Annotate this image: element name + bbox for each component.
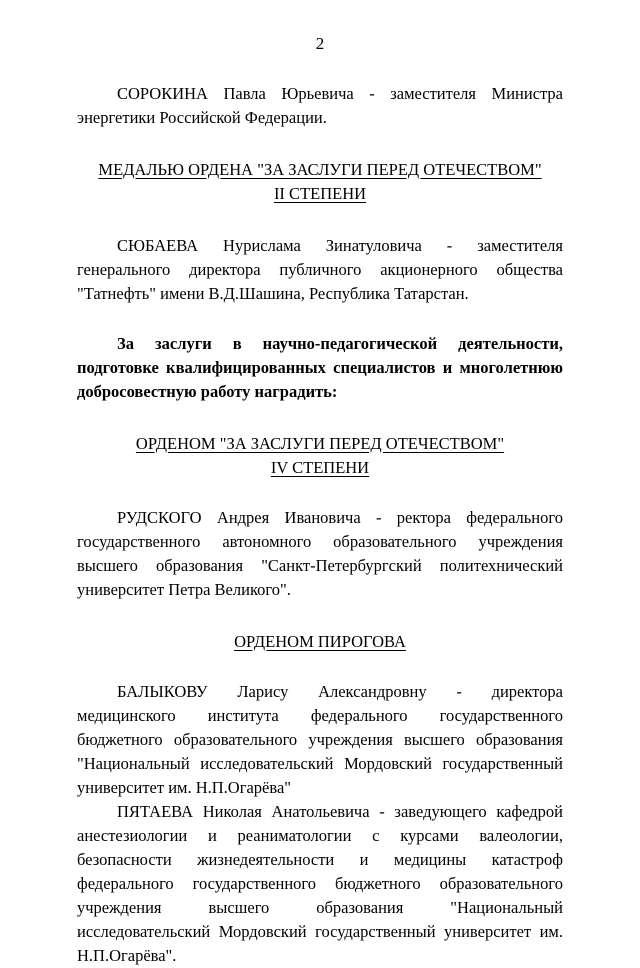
document-body [77,82,563,968]
award-recipient-rudskoy: РУДСКОГО Андрея Ивановича - ректора федерального государственного автономного образовательного учреждения высшего образования "Санкт-Петербургский политехнический университет Петра Великого". [77,508,563,599]
award-heading-line: МЕДАЛЬЮ ОРДЕНА "ЗА ЗАСЛУГИ ПЕРЕД ОТЕЧЕСТВОМ" [98,160,542,179]
page-number: 2 [315,34,325,53]
award-recipient-pyataev: ПЯТАЕВА Николая Анатольевича - заведующего кафедрой анестезиологии и реаниматологии с курсами валеологии, безопасности жизнедеятельности и медицины катастроф федерального государственного бюджетного образовательного учреждения высшего образования "Национальный исследовательский Мордовский государственный университет им. Н.П.Огарёва". [77,802,563,965]
award-heading-medal-order-merit-2 [77,158,563,206]
award-heading-order-pirogov: ОРДЕНОМ ПИРОГОВА [234,632,406,651]
award-recipient-sorokin: СОРОКИНА Павла Юрьевича - заместителя Министра энергетики Российской Федерации. [77,84,563,127]
award-heading-line: IV СТЕПЕНИ [270,458,370,477]
award-heading-line: II СТЕПЕНИ [273,184,367,203]
award-heading-order-merit-4 [77,432,563,480]
award-recipient-balykova: БАЛЫКОВУ Ларису Александровну - директора медицинского института федерального государственного бюджетного образовательного учреждения высшего образования "Национальный исследовательский Мордовский государственный университет им. Н.П.Огарёва" [77,682,563,797]
award-heading-line: ОРДЕНОМ "ЗА ЗАСЛУГИ ПЕРЕД ОТЕЧЕСТВОМ" [135,434,505,453]
award-recipient-syubaev: СЮБАЕВА Нурислама Зинатуловича - заместителя генерального директора публичного акционерного общества "Татнефть" имени В.Д.Шашина, Республика Татарстан. [77,236,563,303]
award-decree-statement: За заслуги в научно-педагогической деятельности, подготовке квалифицированных специалистов и многолетнюю добросовестную работу наградить: [77,334,563,401]
